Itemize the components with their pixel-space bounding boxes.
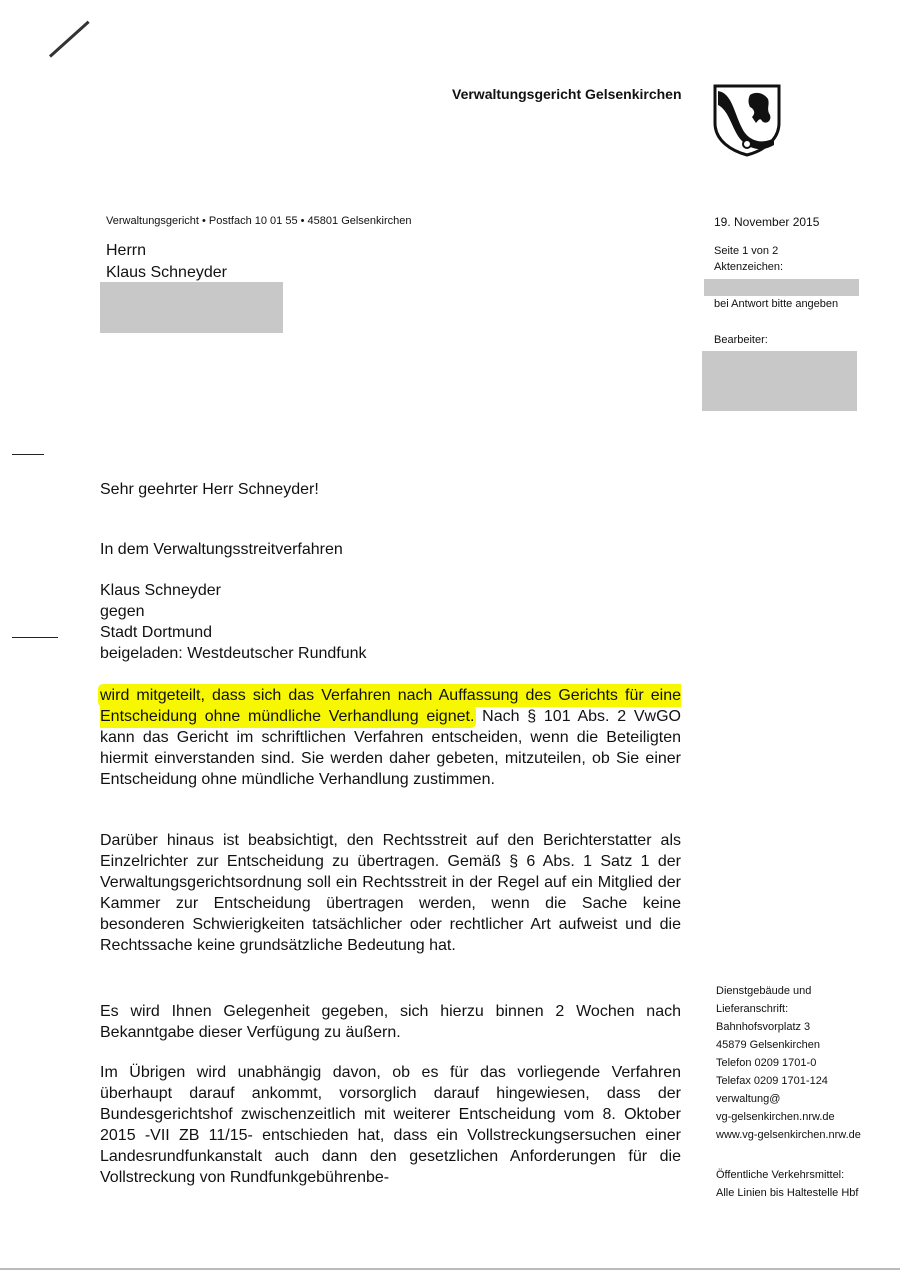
- recipient-salutation: Herrn: [106, 242, 147, 259]
- paragraph-2: Darüber hinaus ist beabsichtigt, den Rechtsstreit auf den Berichterstatter als Einzelrichter zur Entscheidung zu übertragen. Gemäß § 6 Abs. 1 Satz 1 der Verwaltungsgerichtsordnung soll ein Rechtsstreit in der Regel auf ein Mitglied der Kammer zur Entscheidung übertragen werden, wenn die Sache keine besonderen Schwierigkeiten tatsächlicher oder rechtlicher Art aufweist und die Rechtssache keine grundsätzliche Bedeutung hat.: [100, 832, 681, 954]
- paragraph-1: [100, 685, 681, 790]
- transport-block: [716, 1166, 858, 1202]
- reply-note: bei Antwort bitte angeben: [714, 298, 839, 310]
- party-defendant: Stadt Dortmund: [100, 624, 213, 641]
- case-intro: In dem Verwaltungsstreitverfahren: [100, 541, 343, 558]
- contact-line: Telefax 0209 1701-124: [716, 1075, 828, 1087]
- aktenzeichen-label: Aktenzeichen:: [714, 261, 784, 273]
- paragraph-1-rest: Nach § 101 Abs. 2 VwGO kann das Gericht im schriftlichen Verfahren entscheiden, wenn die Beteiligten hiermit einverstanden sind. Sie werden daher gebeten, mitzuteilen, ob Sie einer Entscheidung ohne mündliche Verhandlung zustimmen.: [100, 708, 681, 788]
- page-edge: [0, 1268, 900, 1270]
- contact-line: vg-gelsenkirchen.nrw.de: [716, 1111, 835, 1123]
- contact-line: Telefon 0209 1701-0: [716, 1057, 817, 1069]
- contact-line: www.vg-gelsenkirchen.nrw.de: [716, 1129, 861, 1141]
- nrw-coat-of-arms-icon: [712, 83, 782, 157]
- parties-block: [100, 580, 367, 664]
- letter-date: 19. November 2015: [714, 215, 820, 229]
- versus-word: gegen: [100, 603, 145, 620]
- contact-line: Dienstgebäude und: [716, 985, 812, 997]
- redacted-aktenzeichen: [704, 279, 859, 296]
- transport-label: Öffentliche Verkehrsmittel:: [716, 1169, 845, 1181]
- redacted-address: [100, 282, 283, 333]
- recipient-block: [106, 240, 227, 284]
- paragraph-3: Es wird Ihnen Gelegenheit gegeben, sich hierzu binnen 2 Wochen nach Bekanntgabe dieser Verfügung zu äußern.: [100, 1003, 681, 1041]
- bearbeiter-label: Bearbeiter:: [714, 334, 768, 346]
- page-indicator: Seite 1 von 2: [714, 245, 779, 257]
- contact-line: Bahnhofsvorplatz 3: [716, 1021, 811, 1033]
- fold-mark: [12, 454, 44, 455]
- court-name: Verwaltungsgericht Gelsenkirchen: [452, 86, 682, 102]
- contact-line: 45879 Gelsenkirchen: [716, 1039, 820, 1051]
- contact-line: Lieferanschrift:: [716, 1003, 789, 1015]
- transport-value: Alle Linien bis Haltestelle Hbf: [716, 1187, 859, 1199]
- greeting: Sehr geehrter Herr Schneyder!: [100, 481, 319, 498]
- pen-stroke-mark: [49, 21, 90, 58]
- highlighted-text: wird mitgeteilt, dass sich das Verfahren nach Auffassung des Gerichts für eine Entscheidung ohne mündliche Verhandlung eignet.: [100, 687, 681, 725]
- court-contact-block: [716, 982, 861, 1144]
- paragraph-4: Im Übrigen wird unabhängig davon, ob es für das vorliegende Verfahren überhaupt darauf ankommt, vorsorglich darauf hingewiesen, dass der Bundesgerichtshof zwischenzeitlich mit weiterer Entscheidung vom 8. Oktober 2015 -VII ZB 11/15- entschieden hat, dass ein Vollstreckungsersuchen einer Landesrundfunkanstalt auch dann den gesetzlichen Anforderungen für die Vollstreckung von Rundfunkgebührenbe-: [100, 1064, 681, 1186]
- sender-return-address: Verwaltungsgericht • Postfach 10 01 55 • 45801 Gelsenkirchen: [106, 215, 412, 227]
- contact-line: verwaltung@: [716, 1093, 781, 1105]
- punch-mark: [12, 637, 58, 638]
- party-plaintiff: Klaus Schneyder: [100, 582, 221, 599]
- joined-party: beigeladen: Westdeutscher Rundfunk: [100, 645, 367, 662]
- recipient-name: Klaus Schneyder: [106, 264, 227, 281]
- redacted-bearbeiter: [702, 351, 857, 411]
